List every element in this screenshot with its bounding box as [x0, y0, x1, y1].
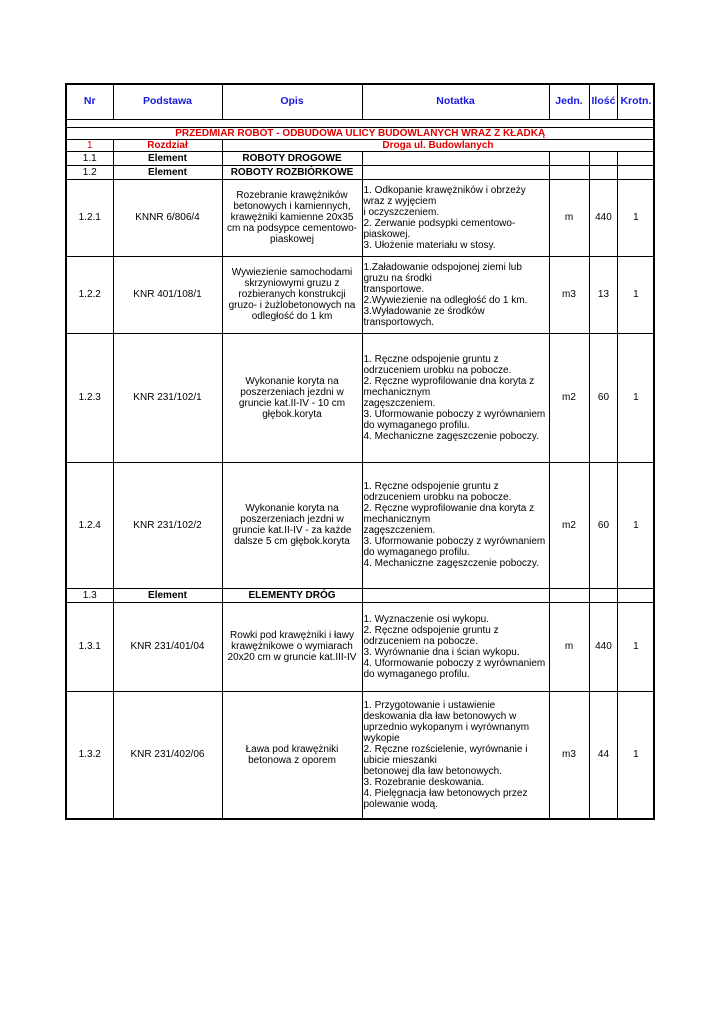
header-nr: Nr	[66, 84, 113, 119]
item-krotn: 1	[618, 602, 654, 691]
item-row	[66, 256, 654, 333]
header-jedn: Jedn.	[549, 84, 589, 119]
item-row	[66, 179, 654, 256]
section-nr: 1.1	[66, 151, 113, 165]
item-podstawa: KNR 401/108/1	[113, 256, 222, 333]
item-nr: 1.2.1	[66, 179, 113, 256]
item-notatka: 1. Ręczne odspojenie gruntu z odrzuceniem urobku na pobocze. 2. Ręczne wyprofilowanie dna koryta z mechanicznym zagęszczeniem. 3. Uformowanie poboczy z wyrównaniem do wymaganego profilu. 4. Mechaniczne zagęszczenie poboczy.	[362, 333, 549, 462]
item-krotn: 1	[618, 691, 654, 819]
header-opis: Opis	[222, 84, 362, 119]
item-ilosc: 60	[589, 462, 618, 588]
item-podstawa: KNR 231/102/2	[113, 462, 222, 588]
item-podstawa: KNR 231/402/06	[113, 691, 222, 819]
section-type: Element	[113, 165, 222, 179]
item-podstawa: KNR 231/401/04	[113, 602, 222, 691]
item-opis: Ława pod krawężniki betonowa z oporem	[222, 691, 362, 819]
item-opis: Wykonanie koryta na poszerzeniach jezdni w gruncie kat.II-IV - 10 cm głębok.koryta	[222, 333, 362, 462]
item-nr: 1.2.2	[66, 256, 113, 333]
item-opis: Rowki pod krawężniki i ławy krawężnikowe o wymiarach 20x20 cm w gruncie kat.III-IV	[222, 602, 362, 691]
header-podstawa: Podstawa	[113, 84, 222, 119]
header-row	[66, 84, 654, 119]
item-row	[66, 333, 654, 462]
spacer-row	[66, 119, 654, 127]
item-notatka: 1. Odkopanie krawężników i obrzeży wraz z wyjęciem i oczyszczeniem. 2. Zerwanie podsypki cementowo-piaskowej. 3. Ułożenie materiału w stosy.	[362, 179, 549, 256]
department-row	[66, 139, 654, 151]
bill-of-quantities-table	[65, 83, 655, 820]
item-notatka: 1. Przygotowanie i ustawienie deskowania dla ław betonowych w uprzednio wykopanym i wyrównanym wykopie 2. Ręczne rozścielenie, wyrównanie i ubicie mieszanki betonowej dla ław betonowych. 3. Rozebranie deskowania. 4. Pielęgnacja ław betonowych przez polewanie wodą.	[362, 691, 549, 819]
section-row	[66, 165, 654, 179]
item-ilosc: 440	[589, 179, 618, 256]
item-row	[66, 691, 654, 819]
section-name: ROBOTY DROGOWE	[222, 151, 362, 165]
item-opis: Rozebranie krawężników betonowych i kamiennych, krawężniki kamienne 20x35 cm na podsypce cementowo-piaskowej	[222, 179, 362, 256]
section-row	[66, 588, 654, 602]
item-ilosc: 44	[589, 691, 618, 819]
item-notatka: 1. Ręczne odspojenie gruntu z odrzuceniem urobku na pobocze. 2. Ręczne wyprofilowanie dna koryta z mechanicznym zagęszczeniem. 3. Uformowanie poboczy z wyrównaniem do wymaganego profilu. 4. Mechaniczne zagęszczenie poboczy.	[362, 462, 549, 588]
item-ilosc: 13	[589, 256, 618, 333]
item-jedn: m2	[549, 462, 589, 588]
section-name: ELEMENTY DRÓG	[222, 588, 362, 602]
item-notatka: 1. Wyznaczenie osi wykopu. 2. Ręczne odspojenie gruntu z odrzuceniem na pobocze. 3. Wyrównanie dna i ścian wykopu. 4. Uformowanie poboczy z wyrównaniem do wymaganego profilu.	[362, 602, 549, 691]
item-ilosc: 440	[589, 602, 618, 691]
item-opis: Wykonanie koryta na poszerzeniach jezdni w gruncie kat.II-IV - za każde dalsze 5 cm głębok.koryta	[222, 462, 362, 588]
item-jedn: m3	[549, 256, 589, 333]
title-row	[66, 127, 654, 139]
department-name: Droga ul. Budowlanych	[222, 139, 654, 151]
item-krotn: 1	[618, 256, 654, 333]
header-krotn: Krotn.	[618, 84, 654, 119]
header-notatka: Notatka	[362, 84, 549, 119]
item-nr: 1.2.3	[66, 333, 113, 462]
item-opis: Wywiezienie samochodami skrzyniowymi gruzu z rozbieranych konstrukcji gruzo- i żużlobetonowych na odległość do 1 km	[222, 256, 362, 333]
item-jedn: m	[549, 179, 589, 256]
item-ilosc: 60	[589, 333, 618, 462]
item-row	[66, 462, 654, 588]
item-podstawa: KNR 231/102/1	[113, 333, 222, 462]
section-name: ROBOTY ROZBIÓRKOWE	[222, 165, 362, 179]
document-title: PRZEDMIAR ROBÓT - ODBUDOWA ULICY BUDOWLANYCH WRAZ Z KŁADKĄ	[66, 127, 654, 139]
department-type: Rozdział	[113, 139, 222, 151]
item-jedn: m3	[549, 691, 589, 819]
item-krotn: 1	[618, 333, 654, 462]
section-nr: 1.3	[66, 588, 113, 602]
item-jedn: m	[549, 602, 589, 691]
department-nr: 1	[66, 139, 113, 151]
item-nr: 1.2.4	[66, 462, 113, 588]
section-type: Element	[113, 151, 222, 165]
item-nr: 1.3.1	[66, 602, 113, 691]
header-ilosc: Ilość	[589, 84, 618, 119]
item-row	[66, 602, 654, 691]
item-krotn: 1	[618, 179, 654, 256]
item-jedn: m2	[549, 333, 589, 462]
item-nr: 1.3.2	[66, 691, 113, 819]
section-type: Element	[113, 588, 222, 602]
item-podstawa: KNNR 6/806/4	[113, 179, 222, 256]
item-krotn: 1	[618, 462, 654, 588]
item-notatka: 1.Załadowanie odspojonej ziemi lub gruzu na środki transportowe. 2.Wywiezienie na odległość do 1 km. 3.Wyładowanie ze środków transportowych.	[362, 256, 549, 333]
section-nr: 1.2	[66, 165, 113, 179]
section-row	[66, 151, 654, 165]
